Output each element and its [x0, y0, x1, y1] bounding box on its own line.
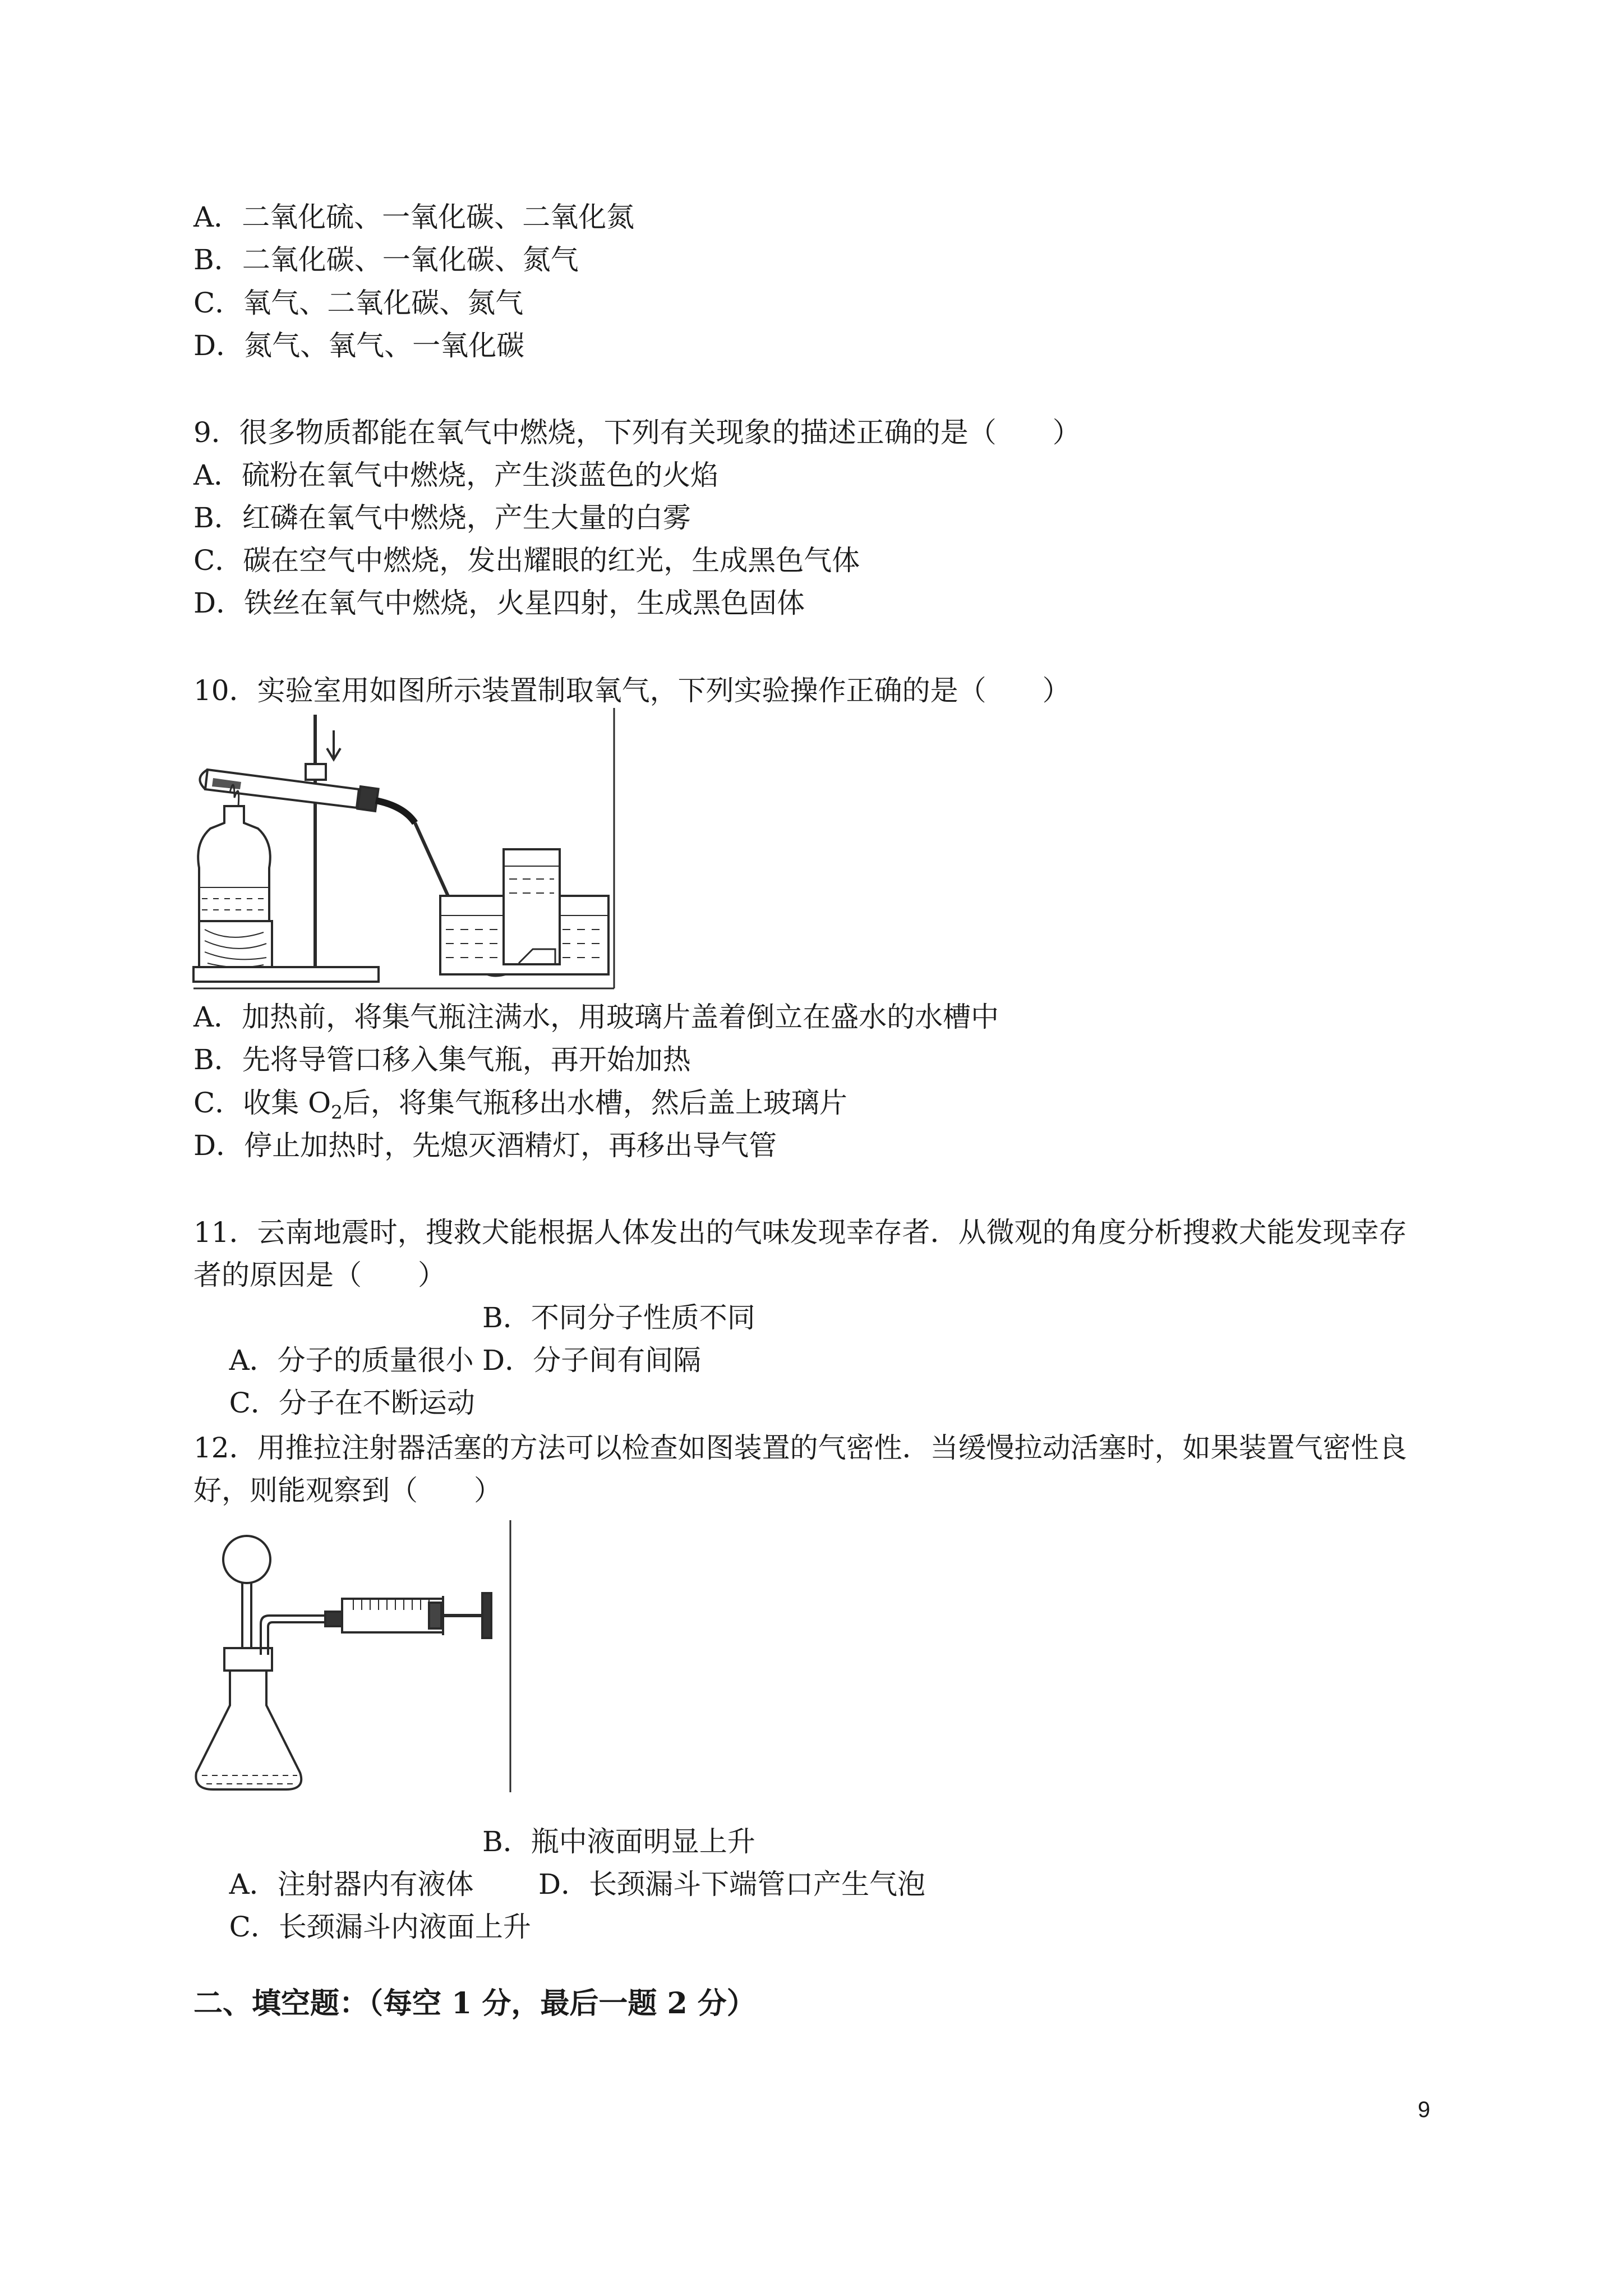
- q12-stem-line1: 12．用推拉注射器活塞的方法可以检查如图装置的气密性．当缓慢拉动活塞时，如果装置气密性良: [193, 1432, 1407, 1464]
- q10-option-d: D．停止加热时，先熄灭酒精灯，再移出导气管: [193, 1129, 777, 1162]
- q9-option-c: C．碳在空气中燃烧，发出耀眼的红光，生成黑色气体: [193, 544, 860, 577]
- q11-stem-line1: 11．云南地震时，搜救犬能根据人体发出的气味发现幸存者．从微观的角度分析搜救犬能发现幸存: [193, 1216, 1407, 1249]
- q12-option-d: D．长颈漏斗下端管口产生气泡: [538, 1868, 926, 1901]
- q8-option-b: B．二氧化碳、一氧化碳、氮气: [193, 243, 579, 276]
- q8-option-d: D．氮气、氧气、一氧化碳: [193, 329, 525, 362]
- q8-option-c: C．氧气、二氧化碳、氮气: [193, 287, 524, 319]
- q11-stem-line2: 者的原因是（ ）: [193, 1259, 446, 1291]
- airtightness-check-apparatus-figure: [191, 1520, 516, 1801]
- q9-option-d: D．铁丝在氧气中燃烧，火星四射，生成黑色固体: [193, 587, 805, 619]
- q11-option-c: C．分子在不断运动: [229, 1387, 475, 1419]
- q10-option-c: C．收集 $O_2$后，将集气瓶移出水槽，然后盖上玻璃片: [193, 1087, 847, 1123]
- q8-option-a: A．二氧化硫、一氧化碳、二氧化氮: [193, 201, 635, 233]
- q12-option-b: B．瓶中液面明显上升: [482, 1825, 755, 1858]
- q10-option-a: A．加热前，将集气瓶注满水，用玻璃片盖着倒立在盛水的水槽中: [193, 1001, 999, 1033]
- q12-option-a: A．注射器内有液体: [229, 1868, 474, 1901]
- q9-option-b: B．红磷在氧气中燃烧，产生大量的白雾: [193, 501, 691, 534]
- q9-option-a: A．硫粉在氧气中燃烧，产生淡蓝色的火焰: [193, 459, 719, 491]
- section-heading-fill-in: 二、填空题：（每空 1 分，最后一题 2 分）: [193, 1986, 756, 2021]
- q11-option-d: D．分子间有间隔: [482, 1344, 702, 1377]
- q11-option-b: B．不同分子性质不同: [482, 1301, 755, 1334]
- oxygen-preparation-apparatus-figure: [191, 708, 628, 995]
- q10-stem: 10．实验室用如图所示装置制取氧气，下列实验操作正确的是（ ）: [193, 674, 1071, 707]
- q12-option-c: C．长颈漏斗内液面上升: [229, 1911, 531, 1943]
- q12-stem-line2: 好，则能观察到（ ）: [193, 1474, 502, 1507]
- q9-stem: 9．很多物质都能在氧气中燃烧，下列有关现象的描述正确的是（ ）: [193, 416, 1081, 449]
- page-number: 9: [1418, 2097, 1431, 2122]
- q11-option-a: A．分子的质量很小: [229, 1344, 474, 1377]
- q10-option-b: B．先将导管口移入集气瓶，再开始加热: [193, 1043, 691, 1076]
